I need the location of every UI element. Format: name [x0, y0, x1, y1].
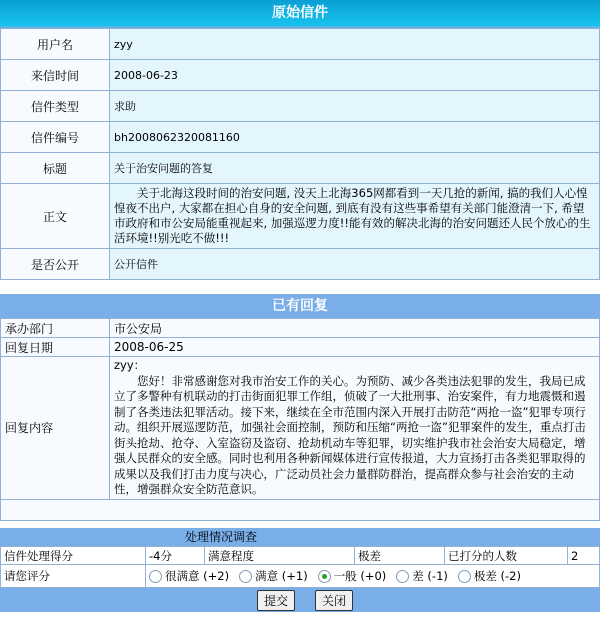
- letter-date-label: 来信时间: [1, 60, 110, 91]
- original-letter-header: 原始信件: [0, 0, 600, 28]
- radio-icon[interactable]: [239, 570, 252, 583]
- table-row: [1, 184, 600, 249]
- submit-button[interactable]: 提交: [257, 590, 295, 611]
- survey-section: [0, 528, 600, 612]
- survey-header: 处理情况调查: [185, 530, 258, 544]
- public-label: 是否公开: [1, 249, 110, 280]
- letter-date-value: 2008-06-23: [110, 60, 600, 91]
- empty-row: [1, 499, 600, 520]
- reply-table: [0, 318, 600, 521]
- raters-label: 已打分的人数: [445, 547, 568, 565]
- letter-id-label: 信件编号: [1, 122, 110, 153]
- score-value: -4分: [146, 547, 205, 565]
- radio-icon[interactable]: [396, 570, 409, 583]
- rating-options: [146, 565, 600, 588]
- satisfaction-label: 满意程度: [205, 547, 355, 565]
- table-row: [1, 357, 600, 500]
- table-row: [1, 29, 600, 60]
- letter-type-value: 求助: [110, 91, 600, 122]
- radio-icon[interactable]: [149, 570, 162, 583]
- table-row: [1, 499, 600, 520]
- table-row: [1, 91, 600, 122]
- reply-content: [110, 357, 600, 500]
- subject-value: 关于治安问题的答复: [110, 153, 600, 184]
- table-row: [1, 565, 600, 588]
- table-row: [1, 249, 600, 280]
- department-value: 市公安局: [110, 319, 600, 338]
- score-label: 信件处理得分: [1, 547, 146, 565]
- rating-option-average[interactable]: 一般 (+0): [318, 568, 387, 584]
- username-label: 用户名: [1, 29, 110, 60]
- username-value: zyy: [110, 29, 600, 60]
- body-value: 关于北海这段时间的治安问题, 没天上北海365网都看到一天几抢的新闻, 搞的我们人心惶惶夜不出户, 大家都在担心自身的安全问题, 到底有没有这些事希望有关部门能澄清一下, 希望市政府和市公安局能重视起来, 加强巡逻力度!!能有效的解决北海的治安问题还人民个放心的生活环境!!别光吃不做!!!: [110, 184, 600, 249]
- letter-type-label: 信件类型: [1, 91, 110, 122]
- table-row: [1, 319, 600, 338]
- table-row: [1, 60, 600, 91]
- reply-section: [0, 294, 600, 521]
- original-letter-table: [0, 28, 600, 280]
- table-row: [1, 153, 600, 184]
- close-button[interactable]: 关闭: [315, 590, 353, 611]
- reply-text: 您好！非常感谢您对我市治安工作的关心。为预防、减少各类违法犯罪的发生，我局已成立了多警种有机联动的打击街面犯罪工作组，侦破了一大批刑事、治安案件，有力地震慑和遏制了各类违法犯罪活动。接下来，继续在全市范围内深入开展打击防范“两抢一盗”犯罪专项行动。组织开展巡逻防范，加强社会面控制，预防和压缩“两抢一盗”犯罪案件的发生，重点打击街头抢劫、抢夺、入室盗窃及盗窃、抢劫机动车等犯罪，切实维护我市社会治安大局稳定，增强人民群众的安全感。同时也利用各种新闻媒体进行宣传报道，大力宣扬打击各类犯罪取得的成果以及我们打击力度与决心，广泛动员社会力量群防群治，提高群众参与社会治安的主动性，增强群众安全防范意识。: [114, 373, 586, 496]
- rating-option-satisfied[interactable]: 满意 (+1): [239, 568, 308, 584]
- rating-option-very-satisfied[interactable]: 很满意 (+2): [149, 568, 229, 584]
- public-value: 公开信件: [110, 249, 600, 280]
- subject-label: 标题: [1, 153, 110, 184]
- department-label: 承办部门: [1, 319, 110, 338]
- reply-content-label: 回复内容: [1, 357, 110, 500]
- body-label: 正文: [1, 184, 110, 249]
- table-row: [1, 547, 600, 565]
- radio-checked-icon[interactable]: [318, 570, 331, 583]
- reply-date-value: 2008-06-25: [110, 338, 600, 357]
- satisfaction-value: 极差: [355, 547, 445, 565]
- rate-label: 请您评分: [1, 565, 146, 588]
- radio-icon[interactable]: [458, 570, 471, 583]
- letter-id-value: bh2008062320081160: [110, 122, 600, 153]
- raters-value: 2: [568, 547, 600, 565]
- rating-option-very-poor[interactable]: 极差 (-2): [458, 568, 521, 584]
- button-bar: [0, 588, 600, 612]
- table-row: [1, 122, 600, 153]
- survey-table: [0, 546, 600, 588]
- table-row: [1, 338, 600, 357]
- reply-date-label: 回复日期: [1, 338, 110, 357]
- rating-option-poor[interactable]: 差 (-1): [396, 568, 448, 584]
- reply-header: 已有回复: [0, 294, 600, 318]
- reply-greeting: zyy：: [114, 358, 146, 372]
- original-letter-section: [0, 0, 600, 280]
